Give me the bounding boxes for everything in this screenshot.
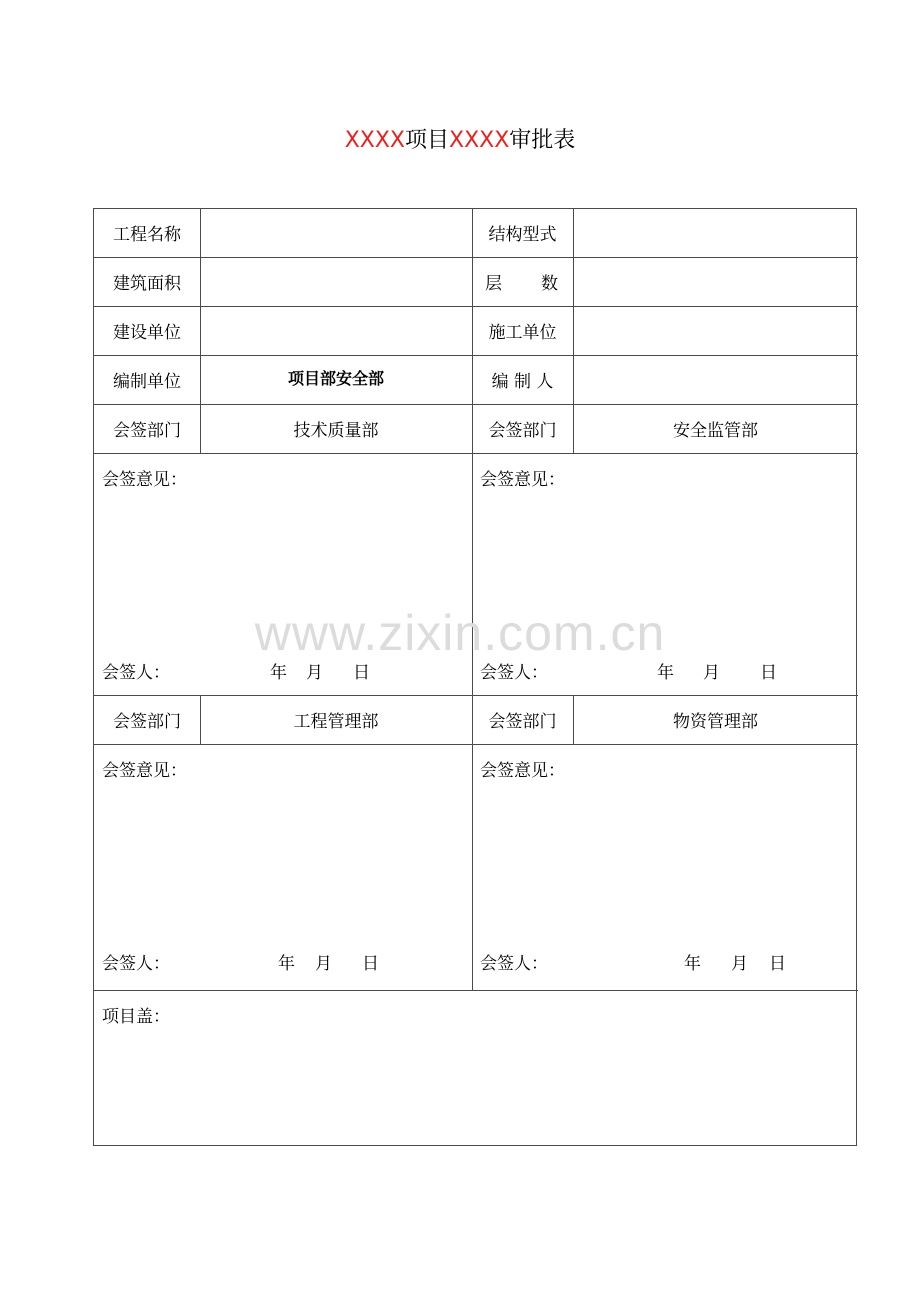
compiler-unit-label: 编制单位	[113, 372, 181, 392]
title-prefix: XXXX	[344, 128, 405, 153]
dept-engineering: 工程管理部	[293, 712, 379, 732]
dept-label-4: 会签部门	[488, 712, 557, 732]
builder-label: 建设单位	[113, 323, 181, 343]
project-seal-label: 项目盖：	[102, 1007, 170, 1027]
compiler-unit-value: 项目部安全部	[287, 369, 384, 388]
title-end: 审批表	[509, 128, 576, 153]
dept-label-1: 会签部门	[113, 421, 181, 441]
project-name-label: 工程名称	[113, 225, 181, 245]
title-suffix: XXXX	[449, 128, 510, 153]
opinion-label-1: 会签意见：	[102, 470, 187, 490]
date-day-4: 日	[769, 954, 786, 974]
signer-label-1: 会签人：	[102, 663, 170, 683]
signer-label-3: 会签人：	[102, 954, 170, 974]
date-month-4: 月	[731, 954, 748, 974]
area-label: 建筑面积	[113, 274, 181, 294]
dept-label-3: 会签部门	[113, 712, 181, 732]
floors-label-1: 层	[485, 274, 502, 294]
contractor-label: 施工单位	[488, 323, 557, 343]
signer-label-2: 会签人：	[480, 663, 548, 683]
date-day-2: 日	[760, 663, 777, 683]
structure-label: 结构型式	[488, 225, 557, 245]
date-year-4: 年	[684, 954, 701, 974]
date-year-1: 年	[270, 663, 287, 683]
date-month-2: 月	[703, 663, 720, 683]
date-month-1: 月	[306, 663, 323, 683]
date-day-1: 日	[353, 663, 370, 683]
compiler-label: 编 制 人	[491, 372, 554, 392]
dept-materials: 物资管理部	[673, 712, 758, 732]
date-month-3: 月	[315, 954, 332, 974]
opinion-label-4: 会签意见：	[480, 761, 565, 781]
signer-label-4: 会签人：	[480, 954, 548, 974]
dept-tech: 技术质量部	[293, 421, 379, 441]
form-title	[0, 123, 920, 154]
title-mid: 项目	[404, 128, 449, 153]
dept-label-2: 会签部门	[488, 421, 557, 441]
date-year-2: 年	[657, 663, 674, 683]
date-year-3: 年	[278, 954, 295, 974]
opinion-label-2: 会签意见：	[480, 470, 565, 490]
opinion-label-3: 会签意见：	[102, 761, 187, 781]
approval-form-table	[93, 208, 857, 1146]
dept-safety: 安全监管部	[673, 421, 758, 441]
watermark: www.zixin.com.cn	[254, 605, 666, 661]
date-day-3: 日	[362, 954, 379, 974]
floors-label-2: 数	[541, 274, 558, 294]
